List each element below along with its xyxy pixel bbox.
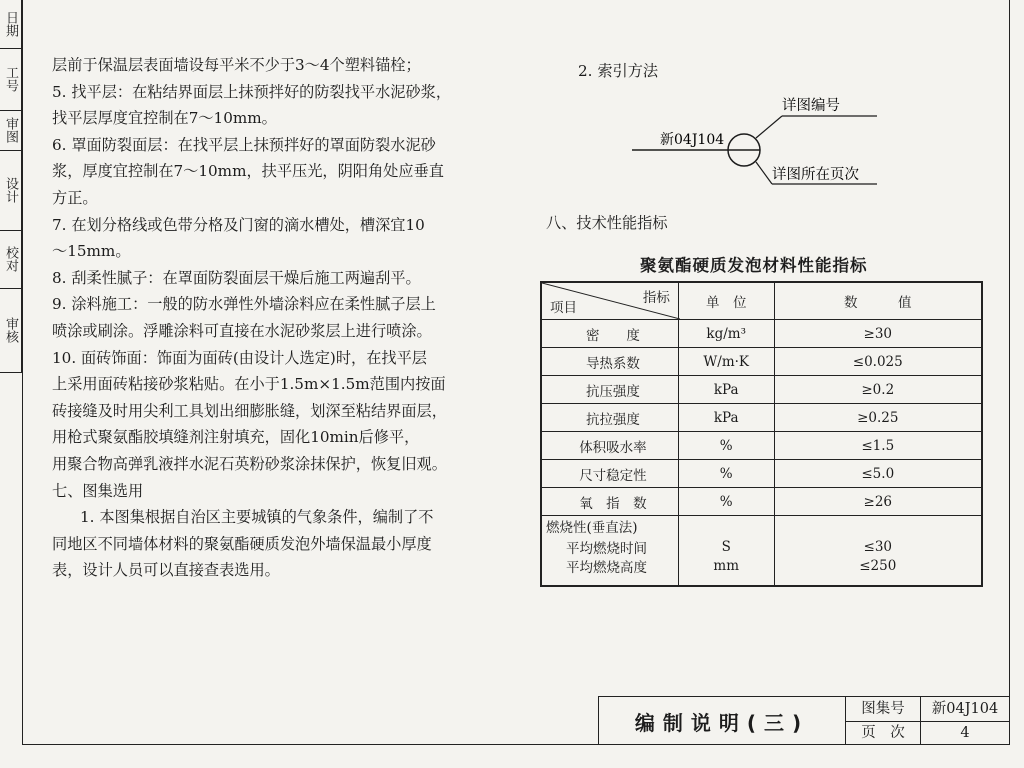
page-label: 页 次 [861,725,905,741]
table-row-combustion [541,516,982,587]
combustion-sub1: 平均燃烧时间 [566,541,647,557]
side-strip [0,0,22,373]
label-detail-page: 详图所在页次 [772,167,859,183]
text-line: 同地区不同墙体材料的聚氨酯硬质发泡外墙保温最小厚度 [52,534,432,553]
cell-value: ≤1.5 [774,432,982,460]
text-line: 6. 罩面防裂面层：在找平层上抹预拌好的罩面防裂水泥砂 [52,135,436,154]
table-row [541,404,982,432]
index-symbol-diagram [632,92,912,202]
side-cell: 审核 [0,288,21,373]
title-block-grid [845,697,1010,745]
cell-item: 导热系数 [541,348,678,376]
sheet-title: 编制说明(三) [634,710,810,735]
pointer-top [756,116,782,138]
combustion-value1: ≤30 [863,539,893,555]
cell-combustion [541,516,678,587]
cell-item: 抗压强度 [541,376,678,404]
text-line: 表，设计人员可以直接查表选用。 [52,561,280,580]
table-row [541,376,982,404]
text-line: ～15mm。 [52,242,131,261]
label-detail-number: 详图编号 [782,98,840,114]
combustion-sub2: 平均燃烧高度 [566,560,647,576]
table-header-row [541,282,982,320]
tech-specs-heading: 八、技术性能指标 [546,214,668,232]
text-line: 10. 面砖饰面：饰面为面砖(由设计人选定)时，在找平层 [52,348,427,367]
text-line: 方正。 [52,188,98,207]
cell-combustion-units [678,516,774,587]
combustion-unit2: mm [713,558,739,574]
atlas-number-label: 图集号 [861,701,905,717]
cell-unit: % [678,432,774,460]
cell-unit: % [678,488,774,516]
text-line: 9. 涂料施工：一般的防水弹性外墙涂料应在柔性腻子层上 [52,295,436,314]
cell-value: ≥0.2 [774,376,982,404]
cell-combustion-values [774,516,982,587]
header-value: 数 值 [774,282,982,320]
cell-item: 尺寸稳定性 [541,460,678,488]
atlas-number-value: 新04J104 [931,701,999,717]
section-heading: 七、图集选用 [52,481,144,500]
text-line: 找平层厚度宜控制在7～10mm。 [52,109,277,128]
pointer-bottom [756,162,772,184]
header-item: 项目 [550,300,577,316]
side-cell: 审图 [0,110,21,151]
text-line: 5. 找平层：在粘结界面层上抹预拌好的防裂找平水泥砂浆， [52,82,452,101]
cell-value: ≥30 [774,320,982,348]
text-line: 用聚合物高弹乳液拌水泥石英粉砂浆涂抹保护，恢复旧观。 [52,454,447,473]
cell-value: ≤5.0 [774,460,982,488]
performance-table [540,281,983,587]
cell-unit: W/m·K [678,348,774,376]
table-row [541,432,982,460]
text-line: 喷涂或刷涂。浮雕涂料可直接在水泥砂浆层上进行喷涂。 [52,321,432,340]
cell-unit: kPa [678,376,774,404]
table-title: 聚氨酯硬质发泡材料性能指标 [640,256,868,275]
side-cell: 校对 [0,230,21,289]
index-code: 新04J104 [660,132,725,148]
cell-unit: kPa [678,404,774,432]
header-index: 指标 [642,290,670,306]
cell-item: 体积吸水率 [541,432,678,460]
cell-value: ≥0.25 [774,404,982,432]
side-cell: 日期 [0,0,21,49]
text-line: 砖接缝及时用尖利工具划出细膨胀缝，划深至粘结界面层， [52,401,447,420]
construction-notes [52,52,504,584]
table-row [541,320,982,348]
cell-item: 密 度 [541,320,678,348]
header-item-index [541,282,678,320]
text-line: 上采用面砖粘接砂浆粘贴。在小于1.5m×1.5m范围内按面 [52,375,446,394]
cell-value: ≥26 [774,488,982,516]
table-row [541,488,982,516]
text-line: 7. 在划分格线或色带分格及门窗的滴水槽处，槽深宜10 [52,215,425,234]
text-line: 1. 本图集根据自治区主要城镇的气象条件，编制了不 [80,508,434,527]
combustion-unit1: S [721,539,731,555]
title-block [598,696,1009,745]
combustion-label: 燃烧性(垂直法) [546,520,638,536]
page-number-value: 4 [960,725,970,741]
side-cell: 设计 [0,150,21,231]
cell-item: 抗拉强度 [541,404,678,432]
table-row [541,460,982,488]
cell-value: ≤0.025 [774,348,982,376]
cell-unit: kg/m³ [678,320,774,348]
text-line: 浆，厚度宜控制在7～10mm，扶平压光，阴阳角处应垂直 [52,162,444,181]
index-method-heading: 2. 索引方法 [578,62,659,80]
side-cell: 工号 [0,48,21,111]
cell-item: 氧 指 数 [541,488,678,516]
text-line: 用枪式聚氨酯胶填缝剂注射填充，固化10min后修平， [52,428,420,447]
combustion-value2: ≤250 [859,558,897,574]
header-unit: 单 位 [678,282,774,320]
text-line: 层前于保温层表面墙设每平米不少于3～4个塑料锚栓； [52,56,421,74]
cell-unit: % [678,460,774,488]
table-row [541,348,982,376]
text-line: 8. 刮柔性腻子：在罩面防裂面层干燥后施工两遍刮平。 [52,268,421,287]
